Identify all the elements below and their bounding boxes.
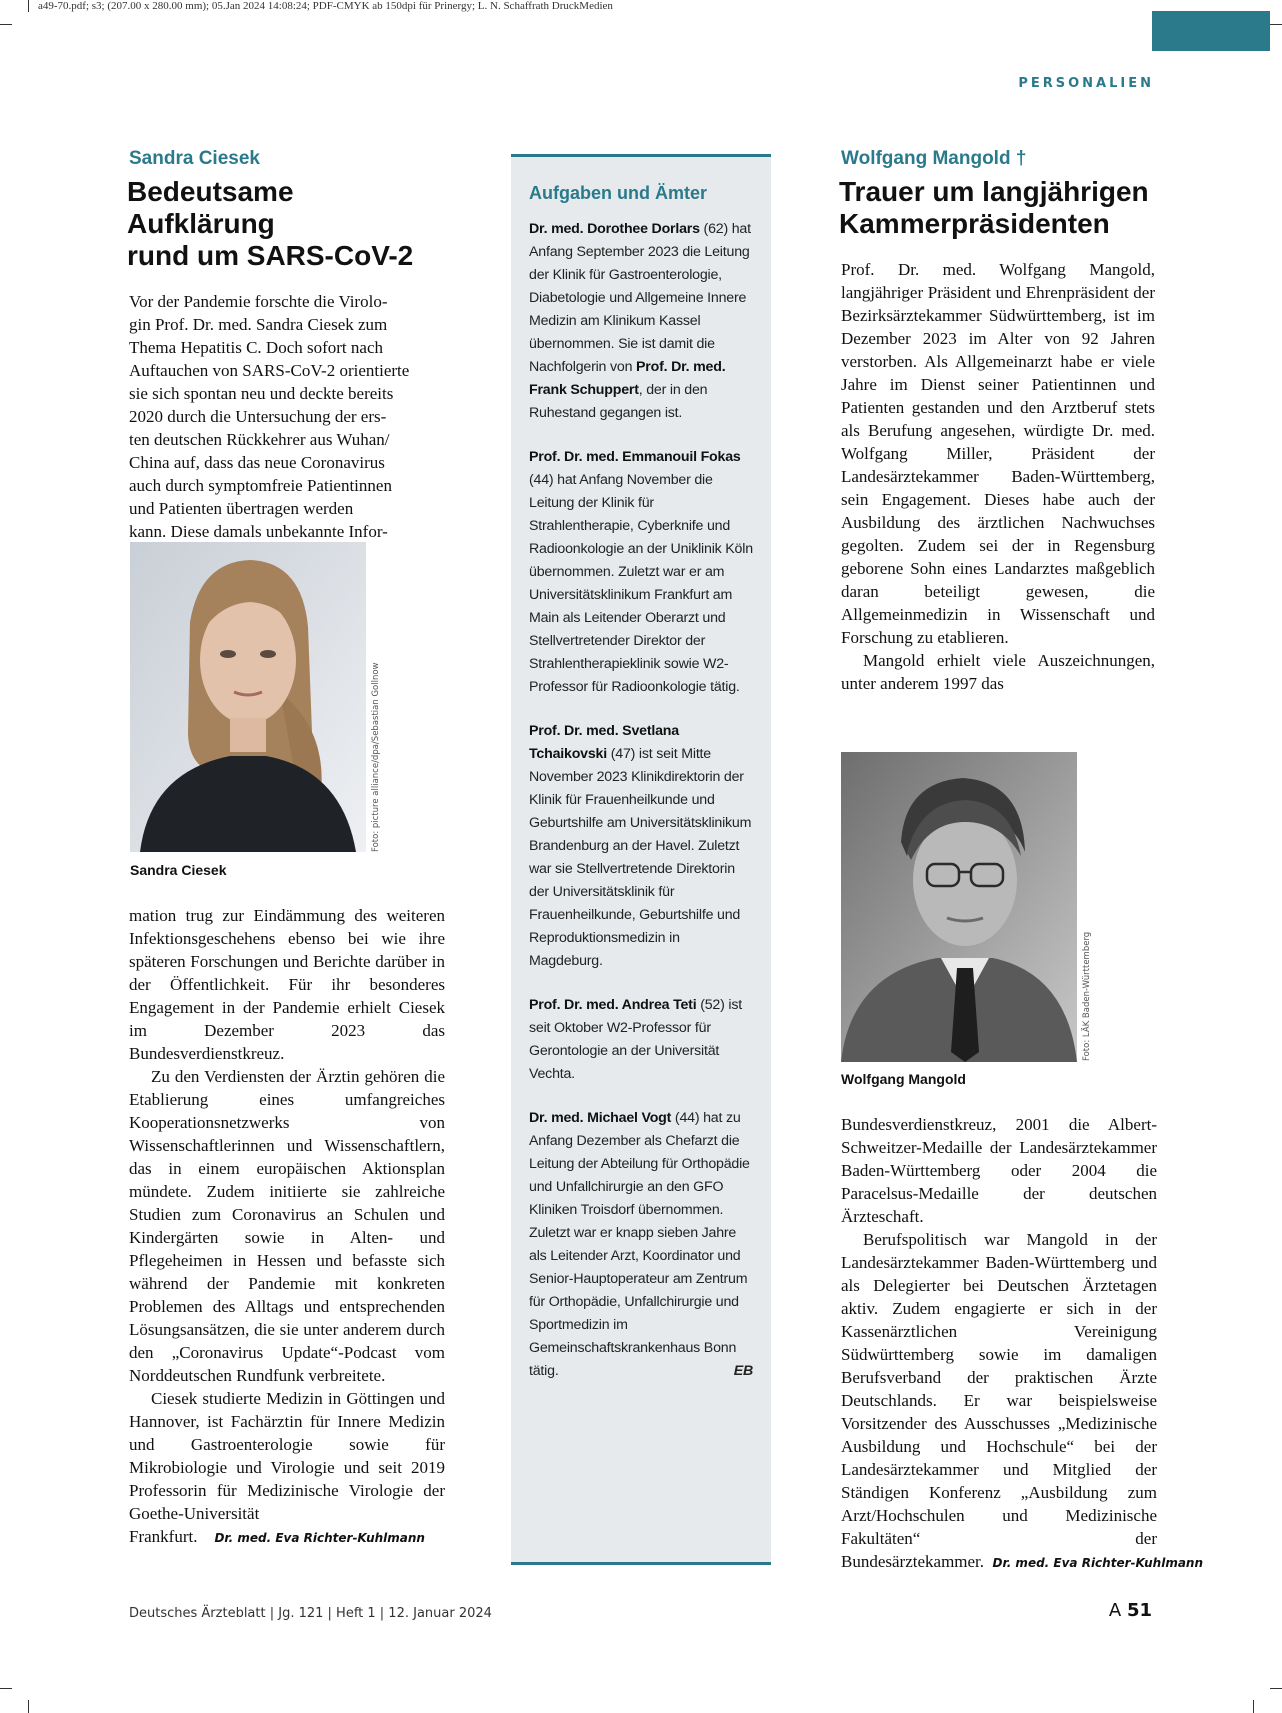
entry-text: (47) ist seit Mitte November 2023 Klinikdirektorin der Klinik für Frauenheilkunde und Geburtshilfe am Universitätsklinikum Brandenburg an der Havel. Zuletzt war sie Stellvertretende Direktorin der Universitätsklinik für Frauenheilkunde, Geburtshilfe und Reproduktionsmedizin in Magdeburg.	[529, 746, 752, 969]
crop-mark	[1270, 1688, 1282, 1689]
article-intro	[841, 258, 1155, 695]
paragraph	[129, 1387, 445, 1550]
text-line: Auftauchen von SARS-CoV-2 orientierte	[129, 361, 410, 380]
photo-caption: Sandra Ciesek	[130, 862, 227, 878]
page-number-value: 51	[1126, 1600, 1152, 1621]
crop-mark	[0, 1688, 12, 1689]
person-name: Dr. med. Dorothee Dorlars	[529, 221, 700, 237]
crop-mark	[1253, 1700, 1254, 1713]
text-line: auch durch symptomfreie Patientinnen	[129, 476, 392, 495]
headline-line: rund um SARS-CoV-2	[127, 240, 414, 271]
paragraph: Prof. Dr. med. Wolfgang Mangold, langjähriger Präsident und Ehrenpräsident der Bezirksärztekammer Südwürttemberg, ist im Dezember 2023 im Alter von 92 Jahren verstorben. Als Allgemeinarzt habe er viele Jahre im Dienst seiner Patientinnen und Patienten gestanden und den Arztberuf stets als Berufung angesehen, würdigte Dr. med. Wolfgang Miller, Präsident der Landesärztekammer Baden-Württemberg, sein Engagement. Dieses habe auch der Ausbildung des ärztlichen Nachwuchses gegolten. Zudem sei der in Regensburg geborene Sohn eines Landarztes maßgeblich daran beteiligt gewesen, die Allgemeinmedizin in Wissenschaft und Forschung zu etablieren.	[841, 260, 1155, 647]
person-name: Prof. Dr. med. Andrea Teti	[529, 997, 697, 1013]
article-headline	[127, 176, 443, 272]
crop-mark	[28, 0, 29, 12]
entry-text: , der in den Ruhestand gegangen ist.	[529, 382, 708, 421]
article-kicker: Sandra Ciesek	[129, 148, 260, 169]
photo-credit: Foto: picture alliance/dpa/Sebastian Gollnow	[371, 662, 381, 852]
appointment-entry	[529, 446, 753, 699]
text-line: Vor der Pandemie forschte die Virolo-	[129, 292, 388, 311]
section-color-tab	[1152, 11, 1270, 51]
paragraph-text: Berufspolitisch war Mangold in der Landesärztekammer Baden-Württemberg und als Delegierter bei Deutschen Ärztetagen aktiv. Zudem engagierte er sich in der Kassenärztlichen Vereinigung Südwürttemberg sowie im damaligen Berufsverband der praktischen Ärzte Deutschlands. Er war beispielsweise Vorsitzender des Ausschusses „Medizinische Ausbildung und Hochschule“ bei der Landesärztekammer und Mitglied der Ständigen Konferenz „Ausbildung zum Arzt/Hochschulen und Medizinische Fakultäten“ der Bundesärztekammer.	[841, 1230, 1157, 1571]
headline-line: Bedeutsame Aufklärung	[127, 176, 294, 239]
portrait-illustration	[130, 542, 366, 852]
paragraph-text: Ciesek studierte Medizin in Göttingen und Hannover, ist Fachärztin für Innere Medizin und Gastroenterologie sowie für Mikrobiologie und Virologie und seit 2019 Professorin für Medizinische Virologie der Goethe-Universität Frankfurt.	[129, 1389, 445, 1546]
article-intro	[129, 290, 443, 543]
text-line: Thema Hepatitis C. Doch sofort nach	[129, 338, 383, 357]
text-line: sie sich spontan neu und deckte bereits	[129, 384, 394, 403]
sidebar-title: Aufgaben und Ämter	[529, 183, 707, 203]
person-name: Dr. med. Michael Vogt	[529, 1110, 672, 1126]
entry-text: (44) hat Anfang November die Leitung der Klinik für Strahlentherapie, Cyberknife und Radioonkologie an der Uniklinik Köln übernommen. Zuletzt war er am Universitätsklinikum Frankfurt am Main als Leitender Oberarzt und Stellvertretender Direktor der Strahlentherapieklinik sowie W2-Professor für Radioonkologie tätig.	[529, 472, 753, 695]
person-name: Prof. Dr. med. Frank Schuppert	[529, 359, 726, 398]
entry-text: (44) hat zu Anfang Dezember als Chefarzt die Leitung der Abteilung für Orthopädie und Unfallchirurgie an den GFO Kliniken Troisdorf übernommen. Zuletzt war er knapp sieben Jahre als Leitender Arzt, Koordinator und Senior-Hauptoperateur am Zentrum für Orthopädie, Unfallchirurgie und Sportmedizin im Gemeinschaftskrankenhaus Bonn tätig.	[529, 1110, 750, 1379]
section-label: PERSONALIEN	[1018, 76, 1154, 91]
photo-credit: Foto: LÄK Baden-Württemberg	[1082, 931, 1092, 1061]
page-number	[1100, 1600, 1152, 1621]
article-mangold	[841, 148, 1155, 695]
photo-caption: Wolfgang Mangold	[841, 1071, 966, 1087]
article-ciesek	[129, 148, 443, 543]
person-name: Prof. Dr. med. Emmanouil Fokas	[529, 449, 741, 465]
author-byline: Dr. med. Eva Richter-Kuhlmann	[214, 1531, 425, 1545]
headline-line: Kammerpräsidenten	[839, 208, 1110, 239]
crop-mark	[1270, 24, 1282, 25]
appointment-entry	[529, 218, 753, 425]
footer-journal: Deutsches Ärzteblatt | Jg. 121 | Heft 1 | 12. Januar 2024	[129, 1606, 492, 1621]
article-headline	[839, 176, 1155, 240]
text-line: China auf, dass das neue Coronavirus	[129, 453, 385, 472]
crop-mark	[28, 1700, 29, 1713]
article-kicker: Wolfgang Mangold †	[841, 148, 1027, 169]
article-body	[129, 904, 445, 1550]
person-name: Prof. Dr. med. Svetlana Tchaikovski	[529, 723, 679, 762]
paragraph: Zu den Verdiensten der Ärztin gehören die Etablierung eines umfangreiches Kooperationsnetzwerks von Wissenschaftlerinnen und Wissenschaftlern, das in einem europäischen Aktionsplan mündete. Zudem initiierte sie zahlreiche Studien zum Coronavirus an Schulen und Kindergärten sowie in Alten- und Pflegeheimen in Hessen und befasste sich während der Pandemie mit konkreten Problemen des Alltags und entsprechenden Lösungsansätzen, die sie unter anderem durch den „Coronavirus Update“-Podcast vom Norddeutschen Rundfunk verbreitete.	[129, 1067, 445, 1385]
sidebar-box	[511, 154, 771, 1565]
author-byline: Dr. med. Eva Richter-Kuhlmann	[992, 1556, 1204, 1570]
crop-mark	[0, 24, 12, 25]
entry-text: (62) hat Anfang September 2023 die Leitung der Klinik für Gastroenterologie, Diabetologie und Allgemeine Innere Medizin am Klinikum Kassel übernommen. Sie ist damit die Nachfolgerin von	[529, 221, 751, 375]
portrait-illustration	[841, 752, 1077, 1062]
paragraph	[841, 1228, 1204, 1575]
paragraph: mation trug zur Eindämmung des weiteren Infektionsgeschehens ebenso bei wie ihre späteren Forschungen und Berichte darüber in der Öffentlichkeit. Für ihr besonderes Engagement in der Pandemie erhielt Ciesek im Dezember 2023 das Bundesverdienstkreuz.	[129, 906, 445, 1063]
appointment-entry	[529, 720, 753, 973]
appointment-entry	[529, 1107, 753, 1383]
page-prefix: A	[1108, 1600, 1122, 1621]
text-line: 2020 durch die Untersuchung der ers-	[129, 407, 387, 426]
article-body	[841, 1113, 1204, 1575]
text-line: kann. Diese damals unbekannte Infor-	[129, 522, 388, 541]
print-info: a49-70.pdf; s3; (207.00 x 280.00 mm); 05.Jan 2024 14:08:24; PDF-CMYK ab 150dpi für Prinergy; L. N. Schaffrath DruckMedien	[38, 0, 613, 12]
headline-line: Trauer um langjährigen	[839, 176, 1149, 207]
text-line: ten deutschen Rückkehrer aus Wuhan/	[129, 430, 390, 449]
paragraph: Bundesverdienstkreuz, 2001 die Albert-Schweitzer-Medaille der Landesärztekammer Baden-Württemberg oder 2004 die Paracelsus-Medaille der deutschen Ärzteschaft.	[841, 1115, 1157, 1226]
entry-text: (52) ist seit Oktober W2-Professor für Gerontologie an der Universität Vechta.	[529, 997, 742, 1082]
portrait-photo-ciesek	[130, 542, 366, 852]
sidebar-signature: EB	[733, 1363, 753, 1379]
text-line: und Patienten übertragen werden	[129, 499, 354, 518]
text-line: gin Prof. Dr. med. Sandra Ciesek zum	[129, 315, 388, 334]
paragraph: Mangold erhielt viele Auszeichnungen, unter anderem 1997 das	[841, 651, 1155, 693]
appointment-entry	[529, 994, 753, 1086]
portrait-photo-mangold	[841, 752, 1077, 1062]
